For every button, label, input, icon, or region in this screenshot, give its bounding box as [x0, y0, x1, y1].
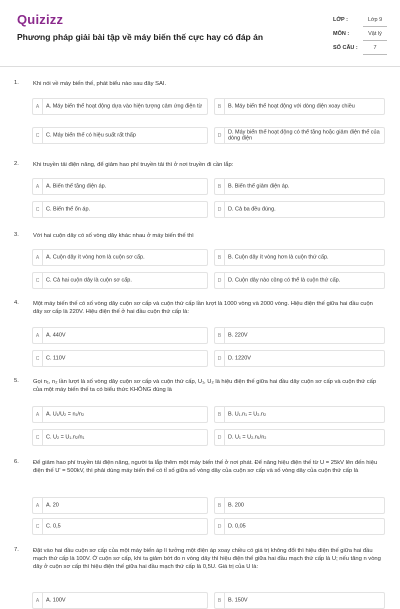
meta-subject-value: Vật lý — [368, 31, 382, 37]
meta-grade-value: Lớp 9 — [367, 17, 383, 23]
option-letter: B — [215, 99, 225, 114]
option-text: D. U₁ = U₂.n₁/n₂ — [228, 434, 267, 441]
option-letter: D — [215, 351, 225, 366]
question-text: Đặt vào hai đầu cuộn sơ cấp của một máy biến áp lí tưởng một điện áp xoay chiều có giá trị không đổi thì hiệu điện thế giữa hai đầu mạch thứ cấp là 100V. Ở cuộn sơ cấp, khi ta giảm bớt đo n vòng dây thì hiệu điện thế giữa hai đầu mạch thứ cấp là U; nếu tăng n vòng dây ở cuộn sơ cấp thì hiệu điện thế giữa hai đầu mạch thứ cấp là 0,5U. Giá trị của U là: — [33, 548, 381, 570]
option-text: A. 440V — [46, 332, 66, 339]
option-text: B. 200 — [228, 502, 244, 509]
option-text: C. 110V — [46, 355, 66, 362]
option-letter: B — [215, 498, 225, 513]
option-letter: B — [215, 179, 225, 194]
question-text: Với hai cuộn dây có số vòng dây khác nhau ở máy biến thế thì — [33, 233, 194, 239]
option-text: C. U₂ = U₁.n₂/n₁ — [46, 434, 85, 441]
option-b[interactable] — [214, 178, 385, 195]
question-text: Khi truyền tải điện năng, để giảm hao phí truyền tải thì ở nơi truyền đi cần lắp: — [33, 162, 234, 168]
option-a[interactable] — [32, 592, 208, 609]
option-letter: B — [215, 593, 225, 608]
option-letter: A — [33, 407, 43, 422]
option-a[interactable] — [32, 497, 208, 514]
option-text: B. 220V — [228, 332, 248, 339]
option-text: D. Cả ba đều đúng. — [228, 206, 276, 213]
question-number: 1. — [14, 80, 19, 86]
option-text: A. Biến thế tăng điện áp. — [46, 183, 107, 190]
option-letter: A — [33, 593, 43, 608]
meta-grade-underline — [363, 26, 387, 27]
option-c[interactable] — [32, 518, 208, 535]
option-letter: C — [33, 351, 43, 366]
option-text: A. Máy biến thế hoạt động dựa vào hiện tượng cảm ứng điện từ — [46, 103, 203, 110]
option-c[interactable] — [32, 127, 208, 144]
option-b[interactable] — [214, 98, 385, 115]
option-a[interactable] — [32, 178, 208, 195]
question-text: Để giảm hao phí truyền tải điện năng, người ta lắp thêm một máy biến thế ở nơi phát. Để nâng hiệu điện thế từ U = 25kV lên đến hiệu điện thế U' = 500kV, thì phải dùng máy biến thế có tỉ số giữa số vòng dây của cuộn sơ cấp và số vòng dây của cuộn thứ cấp là — [33, 460, 378, 474]
option-letter: A — [33, 250, 43, 265]
option-d[interactable] — [214, 350, 385, 367]
option-letter: D — [215, 273, 225, 288]
option-text: C. Cả hai cuộn dây là cuộn sơ cấp. — [46, 277, 132, 284]
question-number: 4. — [14, 300, 19, 306]
question-number: 6. — [14, 459, 19, 465]
option-a[interactable] — [32, 98, 208, 115]
quizizz-logo: Quizizz — [17, 12, 64, 27]
question-number: 7. — [14, 547, 19, 553]
meta-count-value: 7 — [373, 45, 377, 51]
question-text: Gọi n₁, n₂ lần lượt là số vòng dây cuộn sơ cấp và cuộn thứ cấp, U₁, U₂ là hiệu điện thế giữa hai đầu dây cuộn sơ cấp và cuộn thứ cấp của một máy biến thế ta có biểu thức KHÔNG đúng là — [33, 379, 377, 393]
option-text: B. U₁.n₁ = U₂.n₂ — [228, 411, 267, 418]
option-text: D. 0,05 — [228, 523, 246, 530]
option-text: C. Biến thế ổn áp. — [46, 206, 91, 213]
option-a[interactable] — [32, 327, 208, 344]
option-text: C. Máy biến thế có hiệu suất rất thấp — [46, 132, 136, 139]
worksheet-title: Phương pháp giải bài tập về máy biến thế cực hay có đáp án — [17, 32, 264, 42]
option-text: B. Cuộn dây ít vòng hơn là cuộn thứ cấp. — [228, 254, 329, 261]
option-letter: B — [215, 328, 225, 343]
option-d[interactable] — [214, 127, 385, 144]
option-text: D. Máy biến thế hoạt động có thể tăng hoặc giảm điện thế của dòng điện — [228, 128, 380, 142]
option-letter: A — [33, 328, 43, 343]
question-text: Khi nói về máy biến thế, phát biểu nào sau đây SAI. — [33, 81, 167, 87]
meta-grade-label: LỚP : — [333, 17, 348, 23]
option-b[interactable] — [214, 406, 385, 423]
option-letter: C — [33, 202, 43, 217]
meta-count-label: SỐ CÂU : — [333, 45, 358, 51]
option-text: B. Máy biến thế hoạt động với dòng điện xoay chiều — [228, 103, 355, 110]
option-letter: B — [215, 407, 225, 422]
option-letter: C — [33, 128, 43, 143]
option-letter: C — [33, 430, 43, 445]
option-letter: C — [33, 273, 43, 288]
option-b[interactable] — [214, 497, 385, 514]
option-text: D. Cuộn dây nào cũng có thể là cuộn thứ cấp. — [228, 277, 341, 284]
option-d[interactable] — [214, 518, 385, 535]
option-letter: C — [33, 519, 43, 534]
option-text: A. U₁/U₂ = n₁/n₂ — [46, 411, 85, 418]
question-text: Một máy biến thế có số vòng dây cuộn sơ cấp và cuộn thứ cấp lần lượt là 1000 vòng và 2000 vòng. Hiệu điện thế giữa hai đầu cuộn dây sơ cấp là 220V. Hiệu điện thế ở hai đầu cuộn thứ cấp là: — [33, 301, 373, 315]
option-text: B. 150V — [228, 597, 248, 604]
option-b[interactable] — [214, 592, 385, 609]
option-text: C. 0,5 — [46, 523, 61, 530]
option-c[interactable] — [32, 429, 208, 446]
option-b[interactable] — [214, 249, 385, 266]
question-number: 2. — [14, 161, 19, 167]
option-letter: A — [33, 99, 43, 114]
header-divider — [0, 66, 400, 67]
option-letter: D — [215, 519, 225, 534]
question-number: 3. — [14, 232, 19, 238]
option-d[interactable] — [214, 201, 385, 218]
option-text: D. 1220V — [228, 355, 251, 362]
question-number: 5. — [14, 378, 19, 384]
option-letter: B — [215, 250, 225, 265]
option-d[interactable] — [214, 429, 385, 446]
option-d[interactable] — [214, 272, 385, 289]
option-text: A. 20 — [46, 502, 59, 509]
meta-subject-underline — [363, 40, 387, 41]
worksheet-header — [0, 0, 400, 68]
meta-count-underline — [363, 54, 387, 55]
option-text: A. Cuộn dây ít vòng hơn là cuộn sơ cấp. — [46, 254, 145, 261]
option-letter: A — [33, 179, 43, 194]
option-letter: D — [215, 430, 225, 445]
option-a[interactable] — [32, 249, 208, 266]
option-letter: D — [215, 202, 225, 217]
option-c[interactable] — [32, 272, 208, 289]
option-c[interactable] — [32, 350, 208, 367]
option-letter: D — [215, 128, 225, 143]
option-c[interactable] — [32, 201, 208, 218]
option-a[interactable] — [32, 406, 208, 423]
option-letter: A — [33, 498, 43, 513]
option-b[interactable] — [214, 327, 385, 344]
option-text: A. 100V — [46, 597, 66, 604]
option-text: B. Biến thế giảm điện áp. — [228, 183, 290, 190]
meta-subject-label: MÔN : — [333, 31, 350, 37]
